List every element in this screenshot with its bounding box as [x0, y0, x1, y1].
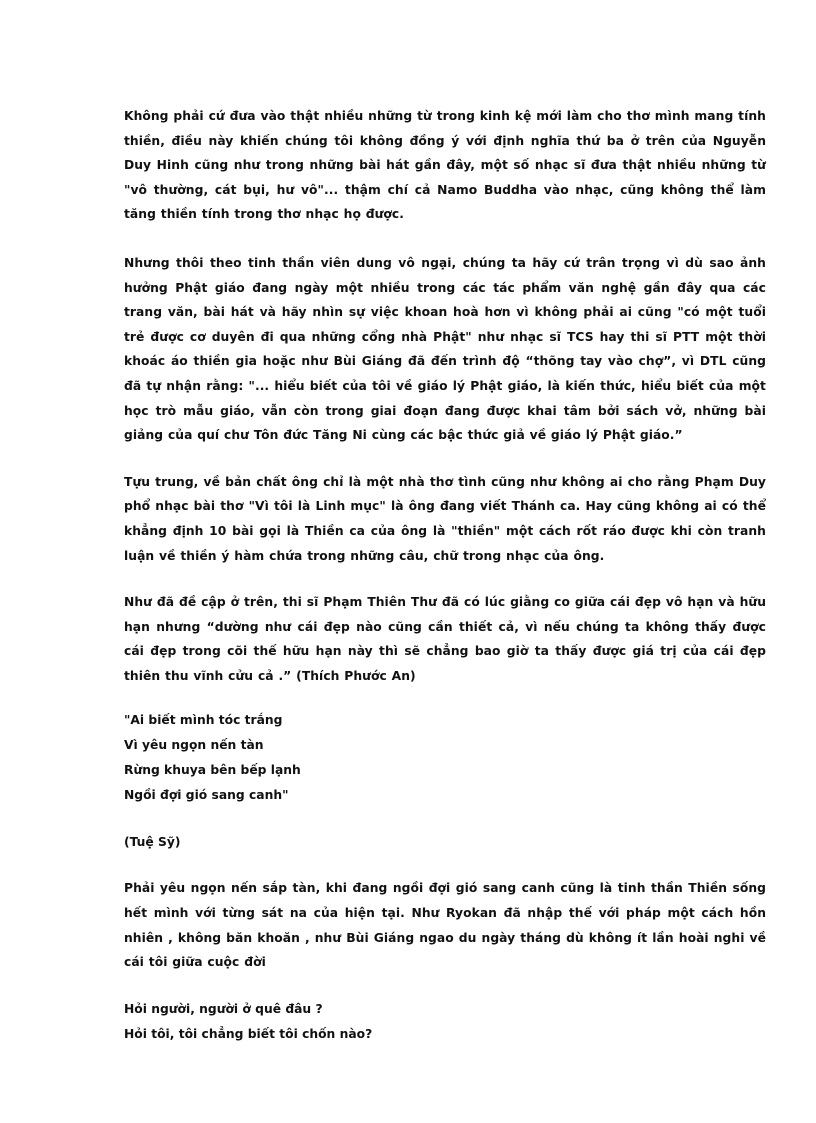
paragraph-4: Như đã đề cập ở trên, thi sĩ Phạm Thiên Thư đã có lúc giằng co giữa cái đẹp vô hạn và hữu hạn nhưng “dường như cái đẹp nào cũng cần thiết cả, vì nếu chúng ta không thấy được cái đẹp trong cõi thế hữu hạn này thì sẽ chẳng bao giờ ta thấy được giá trị của cái đẹp thiên thu vĩnh cửu cả .” (Thích Phước An)	[124, 595, 766, 683]
paragraph-5: Phải yêu ngọn nến sắp tàn, khi đang ngồi đợi gió sang canh cũng là tinh thần Thiền sống hết mình với từng sát na của hiện tại. Như Ryokan đã nhập thế với pháp một cách hồn nhiên , không băn khoăn , như Bùi Giáng ngao du ngày tháng dù không ít lần hoài nghi về cái tôi giữa cuộc đời	[124, 881, 766, 970]
verse-line: "Ai biết mình tóc trắng	[124, 713, 283, 728]
paragraph-1: Không phải cứ đưa vào thật nhiều những từ trong kinh kệ mới làm cho thơ mình mang tính thiền, điều này khiến chúng tôi không đồng ý với định nghĩa thứ ba ở trên của Nguyễn Duy Hinh cũng như trong những bài hát gần đây, một số nhạc sĩ đưa thật nhiều những từ "vô thường, cát bụi, hư vô"... thậm chí cả Namo Buddha vào nhạc, cũng không thể làm tăng thiền tính trong thơ nhạc họ được.	[124, 109, 766, 222]
poem-verse-2	[124, 997, 766, 1047]
verse-line: Hỏi tôi, tôi chẳng biết tôi chốn nào?	[124, 1026, 373, 1041]
verse-line: Ngồi đợi gió sang canh"	[124, 788, 289, 803]
verse-line: Rừng khuya bên bếp lạnh	[124, 763, 301, 778]
verse-line: Hỏi người, người ở quê đâu ?	[124, 1001, 323, 1016]
poem-verse-1	[124, 708, 766, 808]
paragraph-2: Nhưng thôi theo tinh thần viên dung vô ngại, chúng ta hãy cứ trân trọng vì dù sao ảnh hưởng Phật giáo đang ngày một nhiều trong các tác phẩm văn nghệ gần đây qua các trang văn, bài hát và hãy nhìn sự việc khoan hoà hơn vì không phải ai cũng "có một tuổi trẻ được cơ duyên đi qua những cổng nhà Phật" như nhạc sĩ TCS hay thi sĩ PTT một thời khoác áo thiền gia hoặc như Bùi Giáng đã đến trình độ “thõng tay vào chợ”, vì DTL cũng đã tự nhận rằng: "... hiểu biết của tôi về giáo lý Phật giáo, là kiến thức, hiểu biết của một học trò mẫu giáo, vẫn còn trong giai đoạn đang được khai tâm bởi sách vở, những bài giảng của quí chư Tôn đức Tăng Ni cùng các bậc thức giả về giáo lý Phật giáo.”	[124, 255, 766, 443]
paragraph-3: Tựu trung, về bản chất ông chỉ là một nhà thơ tình cũng như không ai cho rằng Phạm Duy phổ nhạc bài thơ "Vì tôi là Linh mục" là ông đang viết Thánh ca. Hay cũng không ai có thể khẳng định 10 bài gọi là Thiền ca của ông là "thiền" một cách rốt ráo được khi còn tranh luận về thiền ý hàm chứa trong những câu, chữ trong nhạc của ông.	[124, 474, 766, 563]
poem-attribution: (Tuệ Sỹ)	[124, 835, 181, 850]
verse-line: Vì yêu ngọn nến tàn	[124, 738, 264, 753]
